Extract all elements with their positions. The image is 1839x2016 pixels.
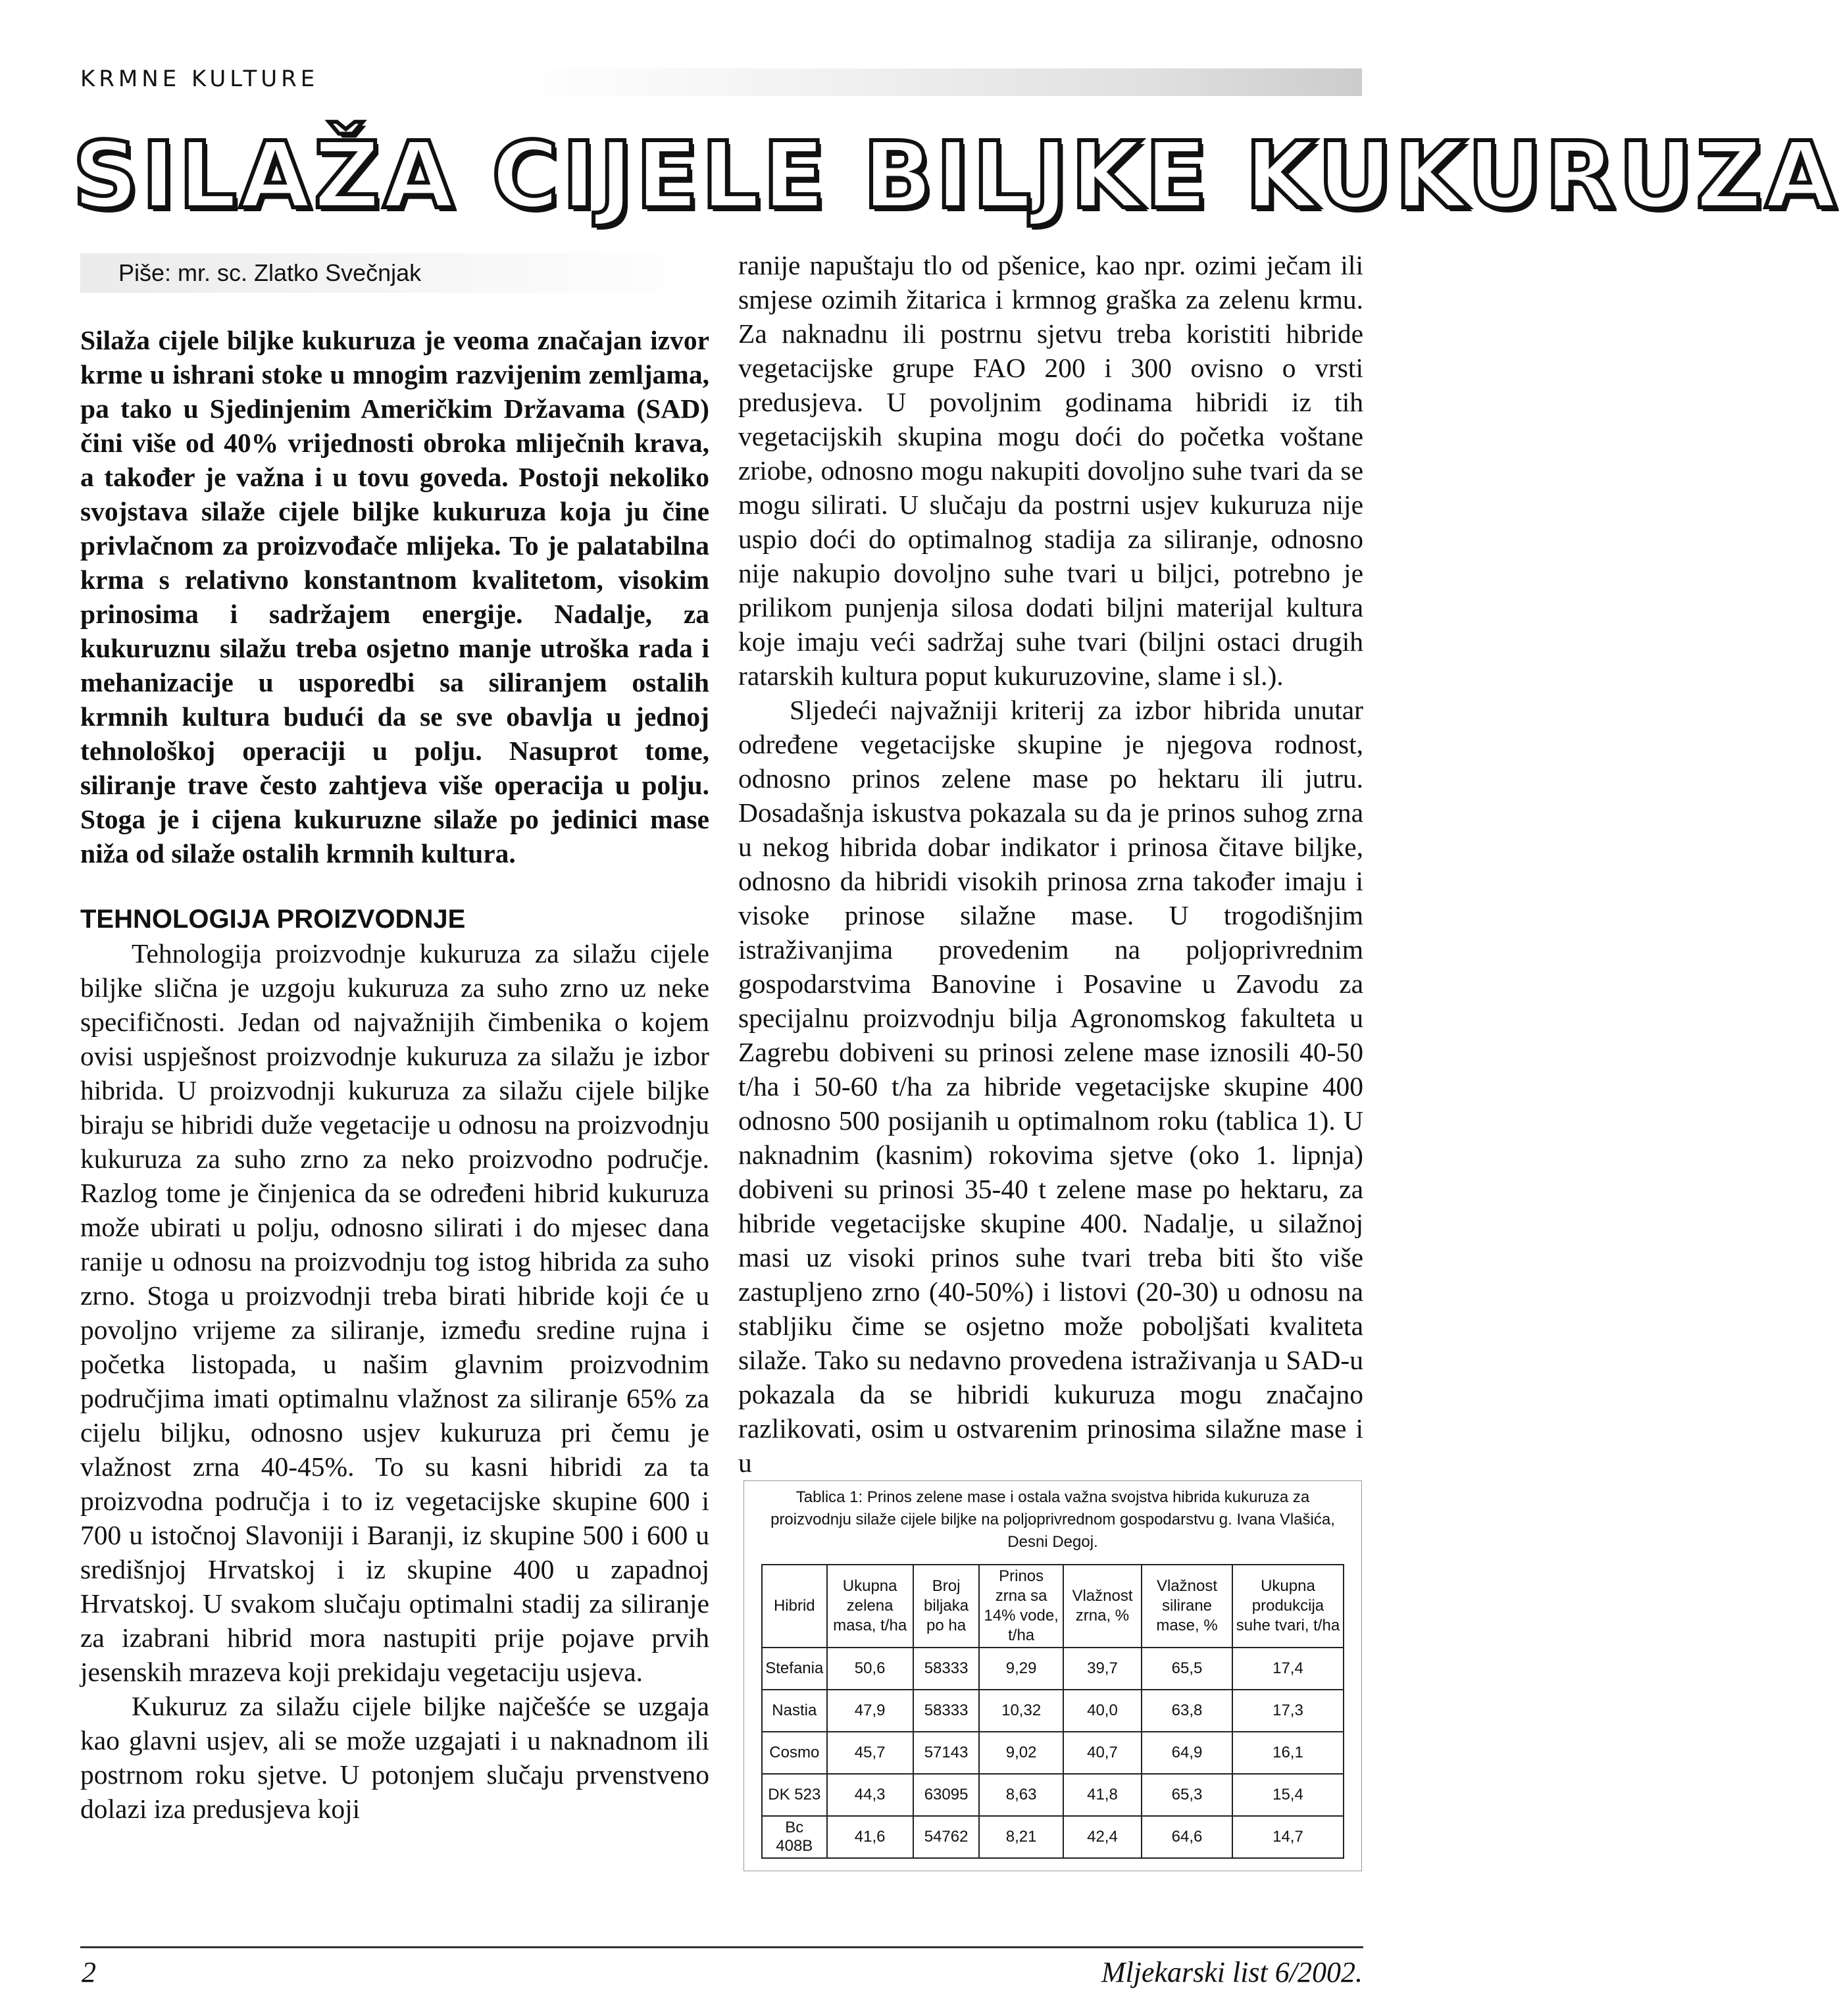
article-title: SILAŽA CIJELE BILJKE KUKURUZA [72,122,1839,230]
data-table [761,1564,1344,1859]
header-shade-band [513,68,1362,96]
table-cell: 54762 [913,1816,980,1858]
right-column [738,248,1363,1480]
table-cell: 44,3 [827,1774,913,1816]
page-number: 2 [82,1956,96,1988]
table-cell: 47,9 [827,1690,913,1732]
table-cell: 10,32 [979,1690,1063,1732]
lead-paragraph: Silaža cijele biljke kukuruza je veoma značajan izvor krme u ishrani stoke u mnogim razvijenim zemljama, pa tako u Sjedinjenim Američkim Državama (SAD) čini više od 40% vrijednosti obroka mliječnih krava, a također je važna i u tovu goveda. Postoji nekoliko svojstava silaže cijele biljke kukuruza koja ju čine privlačnom za proizvođače mlijeka. To je palatabilna krma s relativno konstantnom kvalitetom, visokim prinosima i sadržajem energije. Nadalje, za kukuruznu silažu treba osjetno manje utroška rada i mehanizacije u usporedbi sa siliranjem ostalih krmnih kultura budući da se sve obavlja u jednoj tehnološkoj operaciji u polju. Nasuprot tome, siliranje trave često zahtjeva više operacija u polju. Stoga je i cijena kukuruzne silaže po jedinici mase niža od silaže ostalih krmnih kultura. [80,325,709,869]
table-row [762,1648,1344,1690]
column-header: Ukupna produkcija suhe tvari, t/ha [1232,1565,1344,1648]
column-header: Vlažnost silirane mase, % [1142,1565,1232,1648]
column-header: Vlažnost zrna, % [1063,1565,1142,1648]
table-row [762,1774,1344,1816]
table-cell: 9,02 [979,1732,1063,1774]
table-cell: 63,8 [1142,1690,1232,1732]
table-cell: 40,0 [1063,1690,1142,1732]
table-cell: 9,29 [979,1648,1063,1690]
table-cell: 15,4 [1232,1774,1344,1816]
table-cell: DK 523 [762,1774,827,1816]
table-cell: 16,1 [1232,1732,1344,1774]
table-cell: Nastia [762,1690,827,1732]
author-line: Piše: mr. sc. Zlatko Svečnjak [80,253,709,293]
table-cell: 8,63 [979,1774,1063,1816]
table-cell: 57143 [913,1732,980,1774]
column-header: Prinos zrna sa 14% vode, t/ha [979,1565,1063,1648]
table-cell: Stefania [762,1648,827,1690]
table-cell: 14,7 [1232,1816,1344,1858]
table-cell: 17,3 [1232,1690,1344,1732]
table-cell: 65,5 [1142,1648,1232,1690]
section-label: KRMNE KULTURE [80,66,319,92]
table-cell: 42,4 [1063,1816,1142,1858]
column-header: Ukupna zelena masa, t/ha [827,1565,913,1648]
table-header-row [762,1565,1344,1648]
table-1 [743,1480,1362,1871]
table-cell: 41,6 [827,1816,913,1858]
table-row [762,1732,1344,1774]
table-cell: Bc 408B [762,1816,827,1858]
table-cell: 40,7 [1063,1732,1142,1774]
table-row [762,1690,1344,1732]
journal-issue: Mljekarski list 6/2002. [1101,1956,1363,1988]
table-cell: 50,6 [827,1648,913,1690]
table-caption: Tablica 1: Prinos zelene mase i ostala važna svojstva hibrida kukuruza za proizvodnju silaže cijele biljke na poljoprivrednom gospodarstvu g. Ivana Vlašića, Desni Degoj. [770,1488,1335,1551]
table-cell: 45,7 [827,1732,913,1774]
left-column [80,253,709,1826]
body-paragraph-2: Kukuruz za silažu cijele biljke najčešće se uzgaja kao glavni usjev, ali se može uzgajati i u naknadnom ili postrnom roku sjetve. U potonjem slučaju prvenstveno dolazi iza predusjeva koji [80,1691,709,1824]
table-cell: 41,8 [1063,1774,1142,1816]
body-paragraph-1: Tehnologija proizvodnje kukuruza za silažu cijele biljke slična je uzgoju kukuruza za suho zrno uz neke specifičnosti. Jedan od najvažnijih čimbenika o kojem ovisi uspješnost proizvodnje kukuruza za silažu je izbor hibrida. U proizvodnji kukuruza za silažu cijele biljke biraju se hibridi duže vegetacije u odnosu na proizvodnju kukuruza za suho zrno za neko proizvodno područje. Razlog tome je činjenica da se određeni hibrid kukuruza može ubirati u polju, odnosno silirati i do mjesec dana ranije u odnosu na proizvodnju tog istog hibrida za suho zrno. Stoga u proizvodnji treba birati hibride koji će u povoljno vrijeme za siliranje, između sredine rujna i početka listopada, u našim glavnim proizvodnim područjima imati optimalnu vlažnost za siliranje 65% za cijelu biljku, odnosno usjev kukuruza pri čemu je vlažnost zrna 40-45%. To su kasni hibridi za ta proizvodna područja i to iz vegetacijske skupine 600 i 700 u istočnoj Slavoniji i Baranji, iz skupine 500 i 600 u središnjoj Hrvatskoj i iz skupine 400 u zapadnoj Hrvatskoj. U svakom slučaju optimalni stadij za siliranje za izabrani hibrid mora nastupiti prije pojave prvih jesenskih mrazeva koji prekidaju vegetaciju usjeva. [80,938,709,1687]
table-cell: 39,7 [1063,1648,1142,1690]
table-cell: 64,9 [1142,1732,1232,1774]
section-heading: TEHNOLOGIJA PROIZVODNJE [80,905,466,934]
table-cell: 58333 [913,1648,980,1690]
body-paragraph-3: ranije napuštaju tlo od pšenice, kao npr. ozimi ječam ili smjese ozimih žitarica i krmnog graška za zelenu krmu. Za naknadnu ili postrnu sjetvu treba koristiti hibride vegetacijske grupe FAO 200 i 300 ovisno o vrsti predusjeva. U povoljnim godinama hibridi iz tih vegetacijskih skupina mogu doći do početka voštane zriobe, odnosno mogu nakupiti dovoljno suhe tvari da se mogu silirati. U slučaju da postrni usjev kukuruza nije uspio doći do optimalnog stadija za siliranje, odnosno nije nakupio dovoljno suhe tvari u biljci, potrebno je prilikom punjenja silosa dodati biljni materijal kultura koje imaju veći sadržaj suhe tvari (biljni ostaci drugih ratarskih kultura poput kukuruzovine, slame i sl.). [738,250,1363,691]
table-cell: Cosmo [762,1732,827,1774]
table-row [762,1816,1344,1858]
table-cell: 58333 [913,1690,980,1732]
footer-divider [80,1946,1363,1948]
table-cell: 64,6 [1142,1816,1232,1858]
table-cell: 65,3 [1142,1774,1232,1816]
column-header: Broj biljaka po ha [913,1565,980,1648]
table-cell: 17,4 [1232,1648,1344,1690]
table-cell: 63095 [913,1774,980,1816]
column-header: Hibrid [762,1565,827,1648]
table-cell: 8,21 [979,1816,1063,1858]
body-paragraph-4: Sljedeći najvažniji kriterij za izbor hibrida unutar određene vegetacijske skupine je njegova rodnost, odnosno prinos zelene mase po hektaru ili jutru. Dosadašnja iskustva pokazala su da je prinos suhog zrna u nekog hibrida dobar indikator i prinosa čitave biljke, odnosno da hibridi visokih prinosa zrna također imaju i visoke prinose silažne mase. U trogodišnjim istraživanjima provedenim na poljoprivrednim gospodarstvima Banovine i Posavine u Zavodu za specijalnu proizvodnju bilja Agronomskog fakulteta u Zagrebu dobiveni su prinosi zelene mase iznosili 40-50 t/ha i 50-60 t/ha za hibride vegetacijske skupine 400 odnosno 500 posijanih u optimalnom roku (tablica 1). U naknadnim (kasnim) rokovima sjetve (oko 1. lipnja) dobiveni su prinosi 35-40 t zelene mase po hektaru, za hibride vegetacijske skupine 400. Nadalje, u silažnoj masi uz visoki prinos suhe tvari treba biti što više zastupljeno zrno (40-50%) i listovi (20-30) u odnosu na stabljiku čime se osjetno može poboljšati kvaliteta silaže. Tako su nedavno provedena istraživanja u SAD-u pokazala da se hibridi kukuruza mogu značajno razlikovati, osim u ostvarenim prinosima silažne mase i u [738,695,1363,1478]
